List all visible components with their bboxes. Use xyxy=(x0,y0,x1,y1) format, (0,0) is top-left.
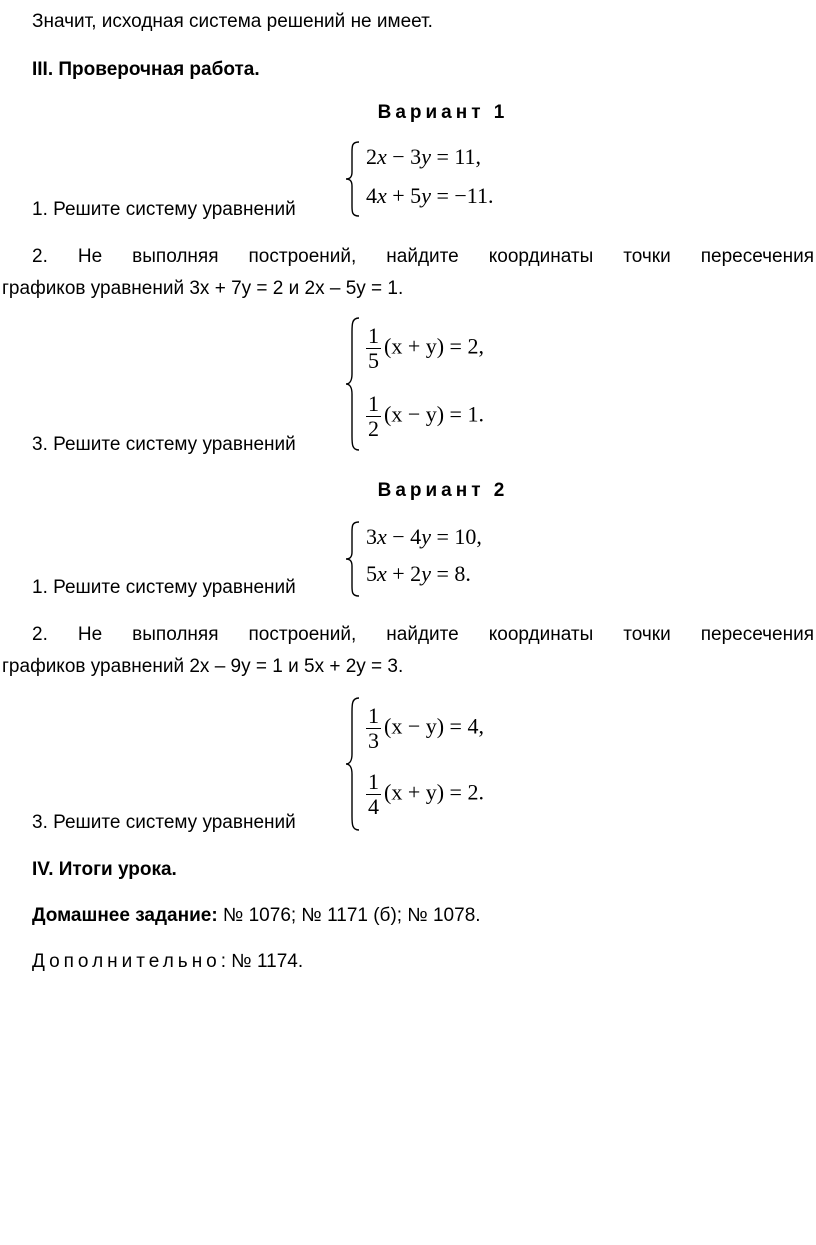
v2-task-2-line-2: графиков уравнений 2x – 9y = 1 и 5x + 2y = 3. xyxy=(2,656,404,677)
left-brace-icon xyxy=(344,316,362,452)
fraction: $\frac{1}{3}$ xyxy=(368,703,379,753)
v2-system-1 xyxy=(344,520,544,600)
v2-t3-equation-1: $\frac{1}{3}$ (x − y) = 4, xyxy=(368,703,484,753)
v2-t1-equation-2: 5x + 2y = 8. xyxy=(366,561,471,586)
v1-t3-equation-1: $\frac{1}{5}$ (x + y) = 2, xyxy=(368,323,484,373)
left-brace-icon xyxy=(344,696,362,832)
v1-task-3-label: 3. Решите систему уравнений xyxy=(32,434,296,455)
section-3-heading: III. Проверочная работа. xyxy=(32,59,260,80)
v1-t1-equation-1: 2x − 3y = 11, xyxy=(366,144,482,169)
v1-system-3 xyxy=(344,316,544,456)
fraction: $\frac{1}{2}$ xyxy=(368,391,379,441)
v2-t3-equation-2: $\frac{1}{4}$ (x + y) = 2. xyxy=(368,769,484,819)
homework-label: Домашнее задание: xyxy=(32,905,218,926)
homework-text: № 1076; № 1171 (б); № 1078. xyxy=(217,905,481,926)
v2-task-1-label: 1. Решите систему уравнений xyxy=(32,577,296,598)
v1-task-2-line-1: 2. Не выполняя построений, найдите координаты точки пересечения xyxy=(32,246,814,267)
fraction: $\frac{1}{4}$ xyxy=(368,769,379,819)
fraction: $\frac{1}{5}$ xyxy=(368,323,379,373)
variant-1-title: Вариант 1 xyxy=(377,102,509,123)
variant-2-title: Вариант 2 xyxy=(377,480,509,501)
additional-text: : № 1174. xyxy=(220,951,304,972)
v2-task-3-label: 3. Решите систему уравнений xyxy=(32,812,296,833)
left-brace-icon xyxy=(344,140,362,218)
v1-t3-equation-2: $\frac{1}{2}$ (x − y) = 1. xyxy=(368,391,484,441)
intro-text: Значит, исходная система решений не имеет. xyxy=(32,11,433,32)
additional-label: Дополнительно xyxy=(32,951,221,972)
v2-system-3 xyxy=(344,696,544,836)
v2-t1-equation-1: 3x − 4y = 10, xyxy=(366,524,482,549)
v1-task-2-line-2: графиков уравнений 3x + 7y = 2 и 2x – 5y = 1. xyxy=(2,278,404,299)
left-brace-icon xyxy=(344,520,362,598)
v1-system-1 xyxy=(344,140,544,220)
v1-task-1-label: 1. Решите систему уравнений xyxy=(32,199,296,220)
v2-task-2-line-1: 2. Не выполняя построений, найдите координаты точки пересечения xyxy=(32,624,814,645)
section-4-heading: IV. Итоги урока. xyxy=(32,859,177,880)
v1-t1-equation-2: 4x + 5y = −11. xyxy=(366,183,494,208)
homework-line xyxy=(32,904,481,928)
additional-line xyxy=(32,950,303,974)
